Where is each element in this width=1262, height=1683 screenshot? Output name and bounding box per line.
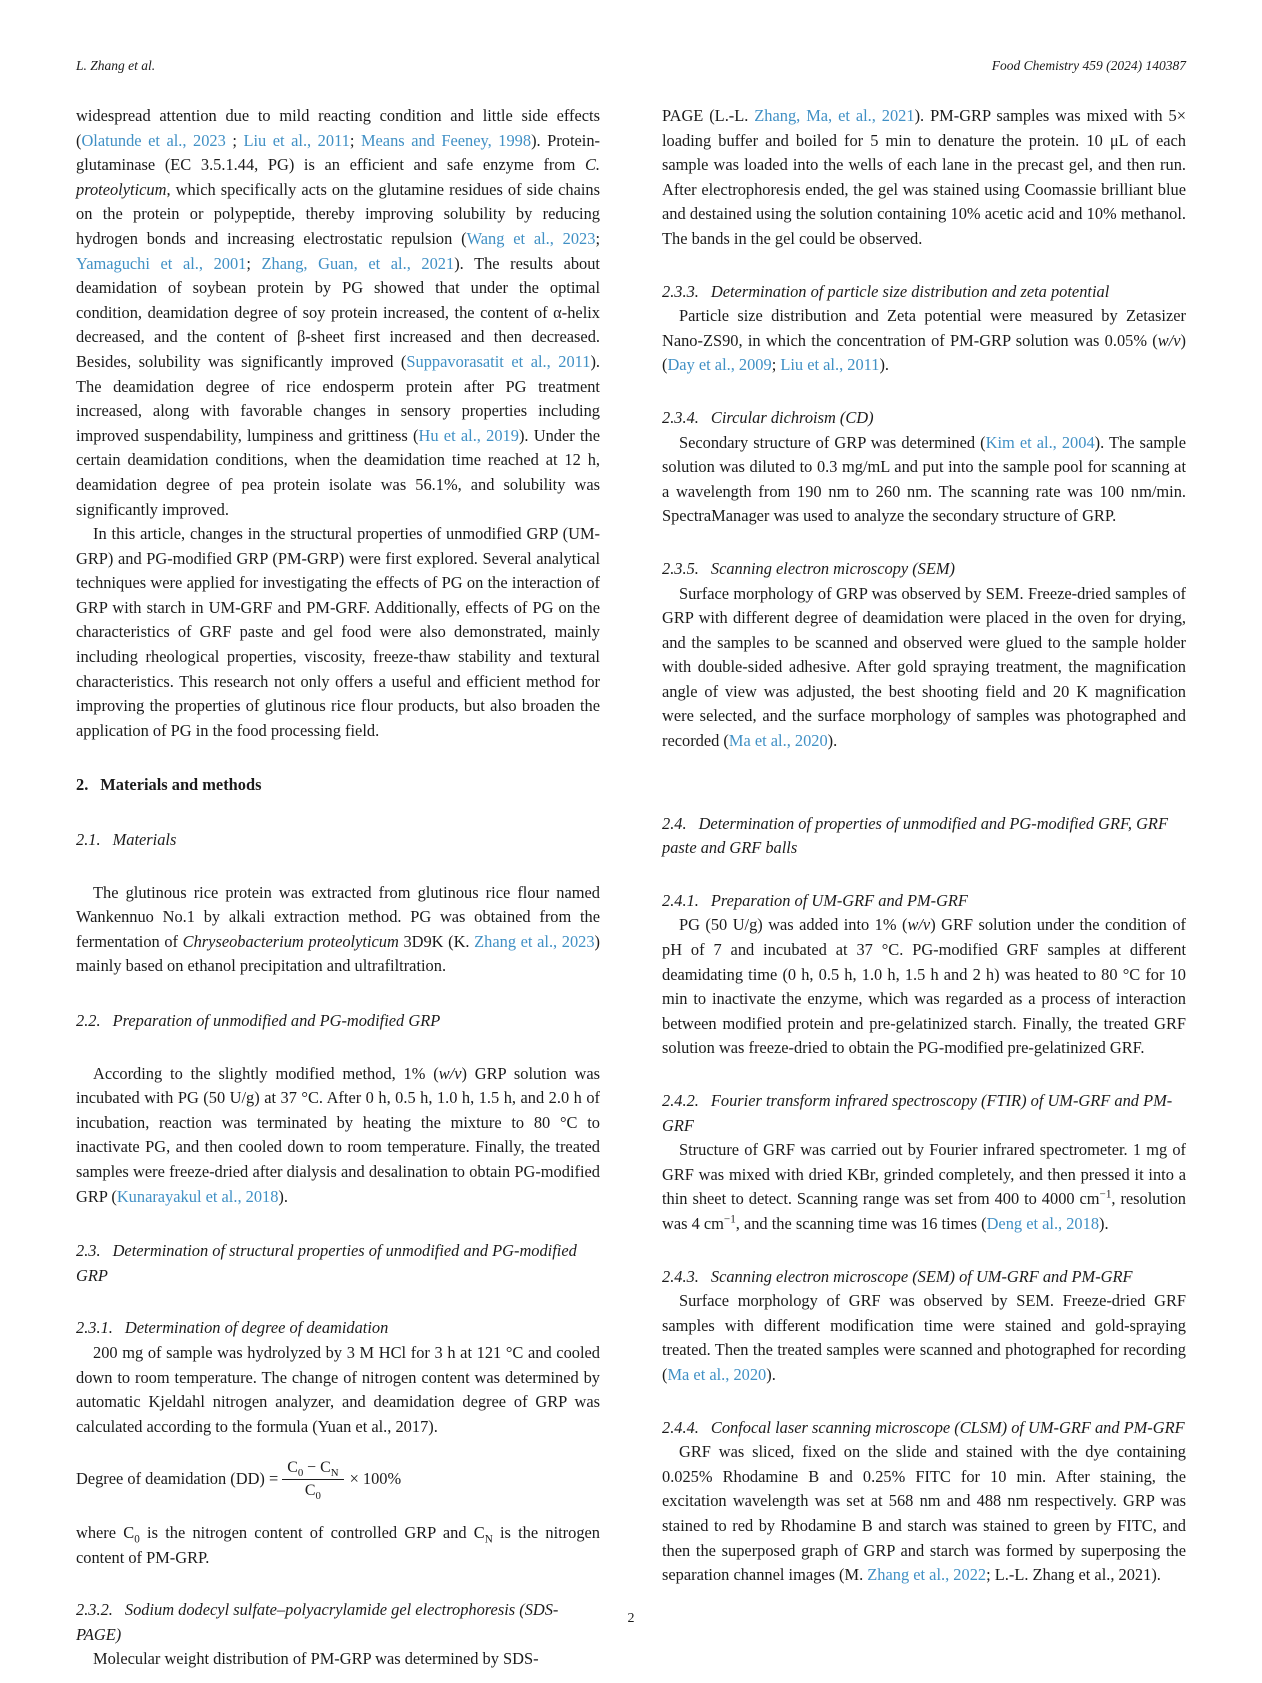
heading-number: 2.3. [76,1241,101,1261]
citation-link[interactable]: Day et al., 2009 [667,355,772,375]
section-heading [76,773,600,798]
superscript: −1 [723,1213,736,1226]
equation [76,1459,600,1503]
subscript: N [484,1533,493,1546]
text-run: GRF was sliced, fixed on the slide and stained with the dye containing 0.025% Rhodamine B and 0.25% FITC for 10 min. After staining, the excitation wavelength was set at 568 nm and 488 nm respectively. GRP was stained to red by Rhodamine B and starch was stained to green by FITC, and then the superposed graph of GRP and starch was formed by superposing the separation channel images (M. [662,1442,1186,1585]
text-run: ; [595,228,600,248]
article-body [76,104,1186,1672]
subsection-heading [76,1239,600,1288]
text-run: × 100% [349,1469,402,1489]
text-run: widespread attention due to mild reacting condition and little side effects ( [76,106,600,150]
citation-link[interactable]: Zhang, Guan, et al., 2021 [261,253,455,273]
text-run: is the nitrogen content of PM-GRP. [76,1522,601,1567]
text-run: 200 mg of sample was hydrolyzed by 3 M HCl for 3 h at 121 °C and cooled down to room temperature. The change of nitrogen content was determined by automatic Kjeldahl nitrogen analyzer, and deamidation degree of GRP was calculated according to the formula (Yuan et al., 2017). [76,1342,600,1436]
heading-number: 2.4.2. [662,1091,699,1110]
heading-number: 2.3.4. [662,407,699,427]
text-run: ; L.-L. Zhang et al., 2021). [986,1565,1161,1585]
heading-text: Circular dichroism (CD) [710,407,874,427]
italic-text: w/v [1157,330,1181,350]
citation-link[interactable]: Zhang et al., 2023 [474,931,595,951]
heading-text: Materials and methods [100,775,262,795]
citation-link[interactable]: Kim et al., 2004 [985,432,1095,452]
text-run: PG (50 U/g) was added into 1% ( [679,915,908,935]
text-run: Secondary structure of GRP was determined ( [679,432,986,452]
text-run: where C [76,1522,135,1542]
text-run: ) mainly based on ethanol precipitation and ultrafiltration. [76,931,601,976]
text-run: ). Protein-glutaminase (EC 3.5.1.44, PG) is an efficient and safe enzyme from [76,130,600,175]
heading-number: 2.2. [76,1011,101,1030]
paragraph [662,431,1186,529]
heading-text: Confocal laser scanning microscope (CLSM) of UM-GRF and PM-GRF [710,1417,1185,1437]
text-run: Molecular weight distribution of PM-GRP was determined by SDS- [93,1649,539,1669]
paragraph [662,1289,1186,1387]
subsection-heading [662,889,1186,914]
heading-text: Preparation of unmodified and PG-modified GRP [112,1011,441,1030]
heading-number: 2.3.5. [662,558,699,578]
text-run: 3D9K (K. [398,931,475,951]
paragraph [662,1440,1186,1588]
citation-link[interactable]: Zhang et al., 2022 [867,1565,987,1585]
text-run: ; [225,130,244,150]
fraction [282,1459,343,1503]
citation-link[interactable]: Kunarayakul et al., 2018 [116,1186,279,1206]
text-run: ). [879,355,890,375]
left-column [76,104,600,1672]
page-number: 2 [627,1611,635,1626]
paragraph [76,1062,600,1210]
text-run: Particle size distribution and Zeta potential were measured by Zetasizer Nano-ZS90, in which the concentration of PM-GRP solution was 0.05% ( [662,306,1186,350]
citation-link[interactable]: Ma et al., 2020 [667,1364,767,1384]
subsection-heading [662,280,1186,305]
subsection-heading [76,828,600,853]
heading-number: 2.3.2. [76,1600,113,1620]
heading-number: 2.3.1. [76,1318,113,1338]
running-head-journal: Food Chemistry 459 (2024) 140387 [991,58,1186,73]
italic-text: C. proteolyticum [76,155,600,199]
paragraph [76,881,600,979]
italic-text: Chryseobacterium proteolyticum [182,931,399,951]
heading-text: Preparation of UM-GRF and PM-GRF [710,890,968,910]
heading-text: Scanning electron microscopy (SEM) [710,558,956,578]
text-run: According to the slightly modified method, 1% ( [93,1063,439,1083]
text-run: − C [303,1459,331,1477]
text-run: In this article, changes in the structural properties of unmodified GRP (UM-GRP) and PG-modified GRP (PM-GRP) were first explored. Several analytical techniques were applied for investigating the effects of PG on the interaction of GRP with starch in UM-GRF and PM-GRF. Additionally, effects of PG on the characteristics of GRF paste and gel food were also demonstrated, mainly including rheological properties, viscosity, freeze-thaw stability and textural characteristics. This research not only offers a useful and efficient method for improving the properties of glutinous rice flour products, but also broaden the application of PG in the food processing field. [76,524,600,740]
subsection-heading [662,1089,1186,1138]
heading-number: 2.4.3. [662,1266,699,1286]
text-run: ) ( [662,330,1186,375]
text-run: ; [246,253,262,273]
paragraph [662,1138,1186,1236]
text-run: ). Under the certain deamidation conditions, when the deamidation time reached at 12 h, deamidation degree of pea protein isolate was 56.1%, and solubility was significantly improved. [76,425,600,519]
equation-rhs [350,1467,402,1492]
subscript: 0 [315,1490,321,1503]
text-run: C [304,1482,316,1500]
text-run: PAGE (L.-L. [662,106,755,125]
heading-text: Fourier transform infrared spectroscopy (FTIR) of UM-GRF and PM-GRF [662,1091,1173,1135]
paragraph [662,104,1186,252]
text-run: is the nitrogen content of controlled GRP and C [139,1522,485,1542]
heading-text: Determination of properties of unmodified and PG-modified GRF, GRF paste and GRF balls [662,813,1168,858]
citation-link[interactable]: Liu et al., 2011 [780,355,880,375]
paragraph [76,104,600,522]
heading-number: 2.4.4. [662,1417,699,1437]
paragraph [662,304,1186,378]
italic-text: w/v [438,1063,462,1083]
citation-link[interactable]: Means and Feeney, 1998 [360,130,532,150]
text-run: ; [349,130,361,150]
paragraph [76,1521,600,1570]
heading-text: Materials [112,830,177,850]
subscript: N [330,1467,339,1480]
subsection-heading [662,1416,1186,1441]
citation-link[interactable]: Olatunde et al., 2023 [81,130,226,150]
text-run: ). The deamidation degree of rice endosperm protein after PG treatment increased, along with favorable changes in sensory properties including improved suspendability, lumpiness and grittiness ( [76,351,600,445]
heading-text: Determination of structural properties of unmodified and PG-modified GRP [76,1241,577,1285]
text-run: Surface morphology of GRF was observed by SEM. Freeze-dried GRF samples with different modification time were stained and gold-spraying treated. Then the treated samples were scanned and photographed for recording ( [662,1291,1186,1384]
heading-text: Sodium dodecyl sulfate–polyacrylamide gel electrophoresis (SDS-PAGE) [76,1600,559,1644]
heading-number: 2.3.3. [662,281,699,301]
text-run: C [287,1459,298,1477]
text-run: Surface morphology of GRP was observed by SEM. Freeze-dried samples of GRP with different degree of deamidation were placed in the oven for drying, and the samples to be scanned and observed were glued to the sample holder with double-sided adhesive. After gold spraying treatment, the magnification angle of view was adjusted, the best shooting field and 20 K magnification were selected, and the surface morphology of samples was photographed and recorded ( [662,583,1186,751]
text-run: ). The sample solution was diluted to 0.3 mg/mL and put into the sample pool for scanning at a wavelength from 190 nm to 260 nm. The scanning rate was 100 nm/min. SpectraManager was used to analyze the secondary structure of GRP. [662,432,1186,526]
italic-text: w/v [907,915,931,935]
text-run: ). [827,731,838,751]
citation-link[interactable]: Ma et al., 2020 [728,731,828,751]
citation-link[interactable]: Hu et al., 2019 [418,425,519,445]
citation-link[interactable]: Zhang, Ma, et al., 2021 [754,106,915,125]
citation-link[interactable]: Yamaguchi et al., 2001 [76,253,247,273]
right-column [662,104,1186,1672]
text-run: ). [278,1186,288,1206]
paragraph [662,913,1186,1061]
heading-text: Determination of degree of deamidation [124,1318,389,1338]
heading-text: Determination of particle size distribution and zeta potential [710,281,1110,301]
fraction-denominator [304,1480,321,1503]
paragraph [662,582,1186,754]
text-run: , which specifically acts on the glutamine residues of side chains on the protein or polypeptide, thereby improving solubility by reducing hydrogen bonds and increasing electrostatic repulsion ( [76,179,600,248]
text-run: The glutinous rice protein was extracted from glutinous rice flour named Wankennuo No.1 by alkali extraction method. PG was obtained from the fermentation of [76,882,600,951]
citation-link[interactable]: Wang et al., 2023 [466,228,596,248]
text-run: ; [771,355,781,375]
subsection-heading [76,1316,600,1341]
text-run: ). [1099,1213,1109,1233]
heading-text: Scanning electron microscope (SEM) of UM-GRF and PM-GRF [710,1266,1133,1286]
subscript: 0 [134,1533,140,1546]
text-run: Structure of GRF was carried out by Fourier infrared spectrometer. 1 mg of GRF was mixed with dried KBr, grinded completely, and then pressed it into a thin sheet to detect. Scanning range was set from 400 to 4000 cm [662,1140,1186,1209]
citation-link[interactable]: Liu et al., 2011 [243,130,350,150]
text-run: , resolution was 4 cm [662,1189,1186,1233]
subsection-heading [76,1009,600,1034]
paragraph [76,1647,600,1672]
text-run: ). PM-GRP samples was mixed with 5× loading buffer and boiled for 5 min to denature the protein. 10 μL of each sample was loaded into the wells of each lane in the precast gel, and then run. After electrophoresis ended, the gel was stained using Coomassie brilliant blue and destained using the solution containing 10% acetic acid and 10% methanol. The bands in the gel could be observed. [662,106,1186,248]
subsection-heading [662,406,1186,431]
running-head [76,58,1186,74]
citation-link[interactable]: Suppavorasatit et al., 2011 [406,351,591,371]
paragraph [76,522,600,743]
text-run: , and the scanning time was 16 times ( [735,1213,987,1233]
paragraph [76,1341,600,1439]
heading-number: 2.4.1. [662,890,699,910]
equation-lhs: Degree of deamidation (DD) = [76,1469,279,1489]
subsection-heading [662,812,1186,861]
citation-link[interactable]: Deng et al., 2018 [986,1213,1100,1233]
running-head-authors: L. Zhang et al. [76,58,156,73]
heading-number: 2. [76,775,89,795]
superscript: −1 [1099,1188,1112,1201]
text-run: ) GRP solution was incubated with PG (50 U/g) at 37 °C. After 0 h, 0.5 h, 1.0 h, 1.5 h, and 2.0 h of incubation, reaction was terminated by heating the mixture to 80 °C to inactivate PG, and then cooled down to room temperature. Finally, the treated samples were freeze-dried after dialysis and desalination to obtain PG-modified GRP ( [76,1063,601,1206]
heading-number: 2.4. [662,813,687,833]
text-run: ) GRF solution under the condition of pH of 7 and incubated at 37 °C. PG-modified GRF samples at different deamidating time (0 h, 0.5 h, 1.0 h, 1.5 h and 2 h) was heated to 80 °C for 10 min to inactivate the enzyme, which was regarded as a process of interaction between modified protein and pre-gelatinized starch. Finally, the treated GRF solution was freeze-dried to obtain the PG-modified pre-gelatinized GRF. [662,915,1186,1058]
fraction-numerator [282,1459,343,1480]
subsection-heading [662,557,1186,582]
page-footer [0,1611,1262,1627]
subscript: 0 [297,1467,304,1480]
text-run: ). [766,1364,776,1384]
heading-number: 2.1. [76,830,101,850]
subsection-heading [662,1265,1186,1290]
text-run: ). The results about deamidation of soybean protein by PG showed that under the optimal condition, deamidation degree of soy protein increased, the content of α-helix decreased, and the content of β-sheet first increased and then decreased. Besides, solubility was significantly improved ( [76,253,600,371]
